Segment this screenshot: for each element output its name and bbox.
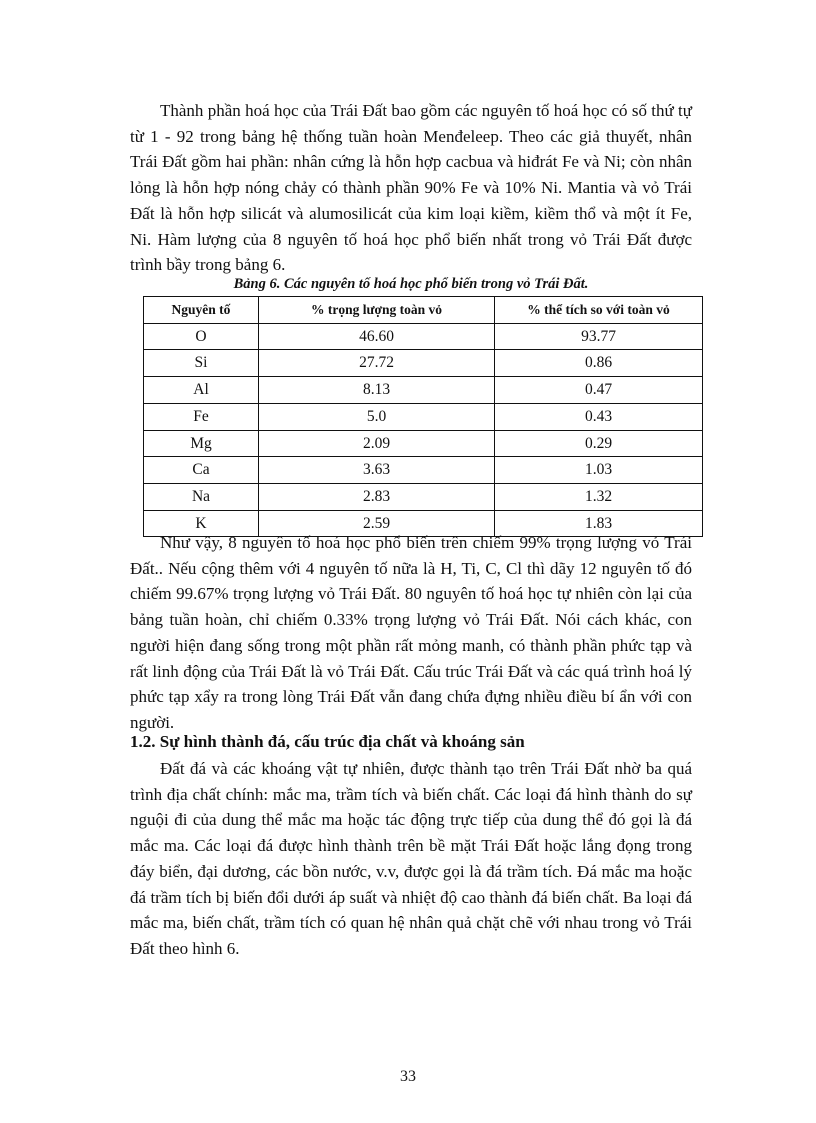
cell-weight: 27.72 xyxy=(259,350,495,377)
cell-element: Mg xyxy=(144,430,259,457)
table-row xyxy=(144,403,703,430)
cell-volume: 93.77 xyxy=(495,323,703,350)
cell-element: Fe xyxy=(144,403,259,430)
cell-element: Si xyxy=(144,350,259,377)
cell-weight: 5.0 xyxy=(259,403,495,430)
table-row xyxy=(144,377,703,404)
cell-weight: 2.09 xyxy=(259,430,495,457)
table-header-row xyxy=(144,297,703,324)
header-volume-percent: % thể tích so với toàn vỏ xyxy=(495,297,703,324)
cell-element: Al xyxy=(144,377,259,404)
cell-element: Na xyxy=(144,483,259,510)
cell-weight: 46.60 xyxy=(259,323,495,350)
section-heading: 1.2. Sự hình thành đá, cấu trúc địa chất và khoáng sản xyxy=(130,732,525,751)
header-element: Nguyên tố xyxy=(144,297,259,324)
cell-volume: 0.43 xyxy=(495,403,703,430)
elements-table-wrapper xyxy=(143,296,703,537)
table-row xyxy=(144,430,703,457)
cell-weight: 2.83 xyxy=(259,483,495,510)
cell-volume: 0.29 xyxy=(495,430,703,457)
cell-volume: 1.32 xyxy=(495,483,703,510)
cell-weight: 2.59 xyxy=(259,510,495,537)
table-row xyxy=(144,483,703,510)
cell-weight: 8.13 xyxy=(259,377,495,404)
paragraph-rock-formation: Đất đá và các khoáng vật tự nhiên, được thành tạo trên Trái Đất nhờ ba quá trình địa chất chính: mắc ma, trầm tích và biến chất. Các loại đá hình thành do sự nguội đi của dung thể mắc ma hoặc tác động trực tiếp của dung thể đó gọi là đá mắc ma. Các loại đá được hình thành trên bề mặt Trái Đất hoặc lắng đọng trong đáy biển, đại dương, các bồn nước, v.v, được gọi là đá trầm tích. Đá mắc ma hoặc đá trầm tích bị biến đổi dưới áp suất và nhiệt độ cao thành đá biến chất. Ba loại đá mắc ma, biến chất, trầm tích có quan hệ nhân quả chặt chẽ với nhau trong vỏ Trái Đất theo hình 6. xyxy=(130,759,692,958)
page-number: 33 xyxy=(400,1068,416,1085)
cell-volume: 0.86 xyxy=(495,350,703,377)
table-row xyxy=(144,350,703,377)
table-row xyxy=(144,457,703,484)
paragraph-earth-composition: Thành phần hoá học của Trái Đất bao gồm các nguyên tố hoá học có số thứ tự từ 1 - 92 trong bảng hệ thống tuần hoàn Menđeleep. Theo các giả thuyết, nhân Trái Đất gồm hai phần: nhân cứng là hỗn hợp cacbua và hiđrát Fe và Ni; còn nhân lỏng là hỗn hợp nóng chảy có thành phần 90% Fe và 10% Ni. Mantia và vỏ Trái Đất là hỗn hợp silicát và alumosilicát của kim loại kiềm, kiềm thổ và một ít Fe, Ni. Hàm lượng của 8 nguyên tố hoá học phổ biến nhất trong vỏ Trái Đất được trình bầy trong bảng 6. xyxy=(130,101,692,275)
cell-weight: 3.63 xyxy=(259,457,495,484)
cell-element: K xyxy=(144,510,259,537)
cell-volume: 1.83 xyxy=(495,510,703,537)
cell-volume: 0.47 xyxy=(495,377,703,404)
header-weight-percent: % trọng lượng toàn vỏ xyxy=(259,297,495,324)
cell-volume: 1.03 xyxy=(495,457,703,484)
cell-element: Ca xyxy=(144,457,259,484)
cell-element: O xyxy=(144,323,259,350)
paragraph-crust-summary: Như vậy, 8 nguyên tố hoá học phổ biến trên chiếm 99% trọng lượng vỏ Trái Đất.. Nếu cộng thêm với 4 nguyên tố nữa là H, Ti, C, Cl thì dãy 12 nguyên tố đó chiếm 99.67% trọng lượng vỏ Trái Đất. 80 nguyên tố hoá học tự nhiên còn lại của bảng tuần hoàn, chỉ chiếm 0.33% trọng lượng vỏ Trái Đất. Nói cách khác, con người hiện đang sống trong một phần rất mỏng manh, có thành phần phức tạp và rất linh động của Trái Đất là vỏ Trái Đất. Cấu trúc Trái Đất và các quá trình hoá lý phức tạp xẩy ra trong lòng Trái Đất vẫn đang chứa đựng nhiều điều bí ẩn với con người. xyxy=(130,533,692,732)
table-row xyxy=(144,323,703,350)
table-caption: Bảng 6. Các nguyên tố hoá học phổ biến trong vỏ Trái Đất. xyxy=(233,276,589,292)
elements-table xyxy=(143,296,703,537)
